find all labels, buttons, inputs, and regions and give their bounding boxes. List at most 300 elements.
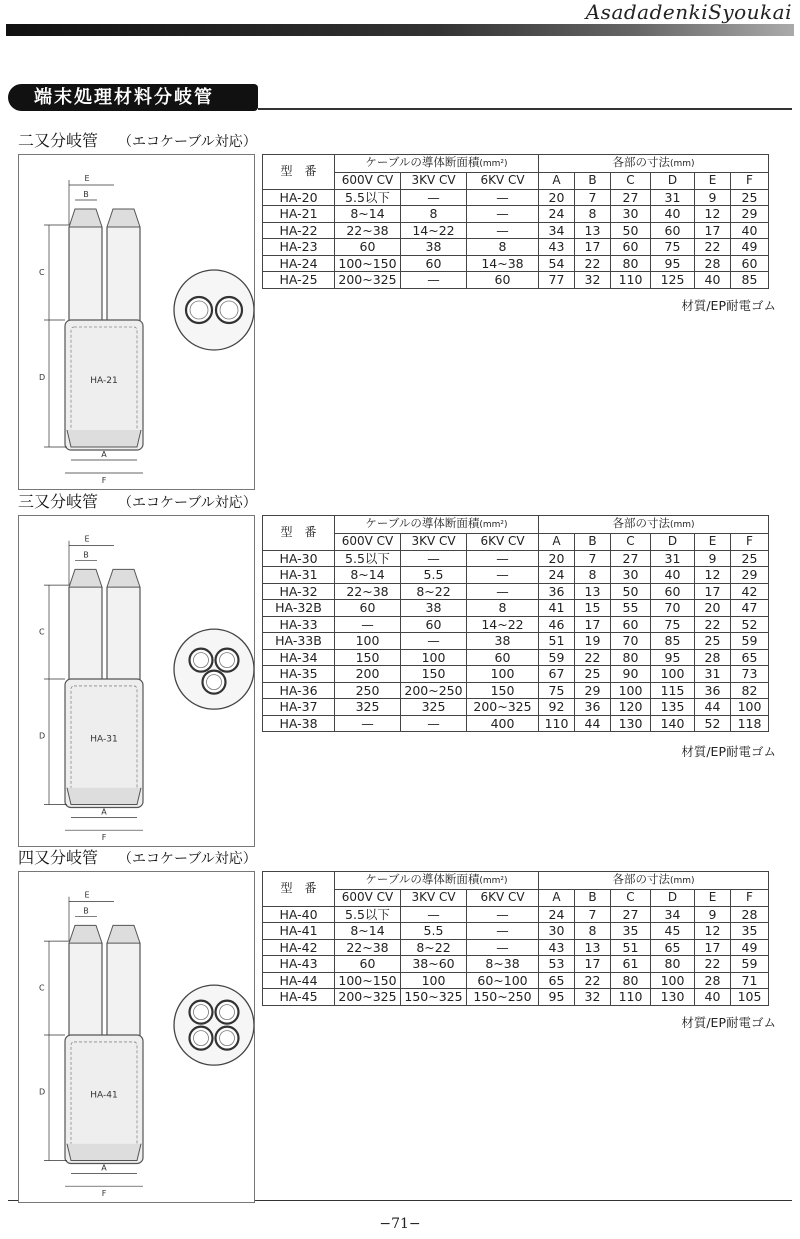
table-row — [263, 616, 769, 633]
value-cell: 80 — [611, 972, 651, 989]
finger-taper-right — [107, 925, 140, 943]
table-row — [263, 923, 769, 940]
value-cell: 17 — [695, 222, 731, 239]
value-cell: 41 — [539, 600, 575, 617]
header-f: F — [731, 890, 769, 907]
value-cell: 250 — [335, 682, 401, 699]
header-6kv-cv: 6KV CV — [467, 534, 539, 551]
value-cell: 22~38 — [335, 583, 401, 600]
header-3kv-cv: 3KV CV — [401, 173, 467, 190]
model-cell: HA-43 — [263, 956, 335, 973]
value-cell: 38~60 — [401, 956, 467, 973]
table-row — [263, 239, 769, 256]
dimension-d-label: D — [39, 373, 46, 382]
value-cell: 22 — [575, 972, 611, 989]
dimension-f-label: F — [101, 833, 107, 843]
value-cell: 27 — [611, 906, 651, 923]
header-d: D — [651, 534, 695, 551]
value-cell: — — [335, 715, 401, 732]
header-a: A — [539, 890, 575, 907]
dimension-f-label: F — [101, 1189, 107, 1199]
value-cell: — — [467, 550, 539, 567]
value-cell: 82 — [731, 682, 769, 699]
figure-box — [18, 871, 255, 1203]
model-cell: HA-44 — [263, 972, 335, 989]
section-title-text: 二又分岐管 — [18, 131, 99, 150]
table-row — [263, 956, 769, 973]
branch-finger-right — [107, 941, 140, 1038]
value-cell: 17 — [575, 616, 611, 633]
core-hole-inner — [220, 1005, 235, 1020]
section-note: （エコケーブル対応） — [118, 495, 257, 511]
value-cell: 60 — [467, 649, 539, 666]
value-cell: 22 — [575, 649, 611, 666]
figure-box — [18, 515, 255, 847]
value-cell: 5.5 — [401, 923, 467, 940]
value-cell: 150 — [401, 666, 467, 683]
value-cell: 29 — [731, 567, 769, 584]
model-cell: HA-36 — [263, 682, 335, 699]
value-cell: 60 — [401, 616, 467, 633]
value-cell: 31 — [651, 189, 695, 206]
value-cell: 52 — [731, 616, 769, 633]
value-cell: 40 — [695, 989, 731, 1006]
value-cell: 20 — [539, 189, 575, 206]
value-cell: 35 — [611, 923, 651, 940]
value-cell: — — [467, 939, 539, 956]
model-cell: HA-45 — [263, 989, 335, 1006]
value-cell: 51 — [611, 939, 651, 956]
value-cell: 32 — [575, 989, 611, 1006]
category-title: 端末処理材料分岐管 — [8, 84, 258, 111]
table-row — [263, 255, 769, 272]
header-e: E — [695, 173, 731, 190]
cross-section-outline — [174, 985, 254, 1065]
core-hole-inner — [190, 301, 208, 319]
value-cell: 60 — [335, 956, 401, 973]
value-cell: 71 — [731, 972, 769, 989]
page-number: −71− — [379, 1216, 421, 1232]
finger-taper-left — [69, 569, 102, 587]
cross-section-outline — [174, 629, 254, 709]
table-row — [263, 666, 769, 683]
value-cell: 59 — [731, 956, 769, 973]
value-cell: 80 — [651, 956, 695, 973]
table-subheader-row — [263, 173, 769, 190]
table-subheader-row — [263, 534, 769, 551]
value-cell: — — [467, 567, 539, 584]
value-cell: 80 — [611, 255, 651, 272]
value-cell: 50 — [611, 583, 651, 600]
core-hole-inner — [194, 1031, 209, 1046]
model-cell: HA-33 — [263, 616, 335, 633]
value-cell: 150 — [467, 682, 539, 699]
value-cell: 325 — [401, 699, 467, 716]
value-cell: 400 — [467, 715, 539, 732]
value-cell: 75 — [651, 239, 695, 256]
value-cell: 60 — [335, 239, 401, 256]
branch-tube-drawing — [19, 516, 254, 846]
value-cell: — — [467, 906, 539, 923]
value-cell: — — [401, 715, 467, 732]
value-cell: 27 — [611, 189, 651, 206]
header-conductor-area: ケーブルの導体断面積(mm²) — [335, 872, 539, 890]
header-dimensions: 各部の寸法(mm) — [539, 872, 769, 890]
value-cell: 110 — [539, 715, 575, 732]
value-cell: 24 — [539, 206, 575, 223]
header-e: E — [695, 890, 731, 907]
value-cell: 17 — [575, 956, 611, 973]
specification-table — [262, 154, 769, 289]
value-cell: 17 — [695, 939, 731, 956]
dimension-e-label: E — [84, 890, 90, 900]
tube-bottom-taper — [67, 1144, 141, 1161]
value-cell: 43 — [539, 939, 575, 956]
header-d: D — [651, 890, 695, 907]
value-cell: 12 — [695, 567, 731, 584]
core-hole-inner — [194, 1005, 209, 1020]
value-cell: 13 — [575, 583, 611, 600]
value-cell: 61 — [611, 956, 651, 973]
value-cell: 60 — [611, 616, 651, 633]
table-row — [263, 600, 769, 617]
value-cell: 200 — [335, 666, 401, 683]
value-cell: 22~38 — [335, 222, 401, 239]
value-cell: 30 — [611, 567, 651, 584]
value-cell: 75 — [539, 682, 575, 699]
table-row — [263, 633, 769, 650]
value-cell: 8~14 — [335, 567, 401, 584]
value-cell: 7 — [575, 189, 611, 206]
value-cell: 51 — [539, 633, 575, 650]
value-cell: 52 — [695, 715, 731, 732]
value-cell: 100 — [611, 682, 651, 699]
value-cell: 115 — [651, 682, 695, 699]
core-hole-inner — [220, 301, 238, 319]
value-cell: 34 — [651, 906, 695, 923]
value-cell: 8 — [575, 923, 611, 940]
header-c: C — [611, 173, 651, 190]
header-b: B — [575, 890, 611, 907]
value-cell: 22~38 — [335, 939, 401, 956]
table-subheader-row — [263, 890, 769, 907]
value-cell: 60 — [731, 255, 769, 272]
value-cell: 44 — [575, 715, 611, 732]
dimension-d-label: D — [39, 1087, 46, 1097]
table-row — [263, 906, 769, 923]
value-cell: 12 — [695, 206, 731, 223]
dimension-b-label: B — [83, 906, 89, 916]
value-cell: 9 — [695, 189, 731, 206]
value-cell: 95 — [651, 649, 695, 666]
value-cell: 34 — [539, 222, 575, 239]
value-cell: 77 — [539, 272, 575, 289]
dimension-b-label: B — [83, 550, 89, 560]
value-cell: 60 — [401, 255, 467, 272]
value-cell: 9 — [695, 906, 731, 923]
value-cell: 29 — [731, 206, 769, 223]
section-title — [18, 845, 257, 868]
value-cell: 25 — [731, 550, 769, 567]
value-cell: 53 — [539, 956, 575, 973]
value-cell: 22 — [695, 616, 731, 633]
header-c: C — [611, 890, 651, 907]
header-3kv-cv: 3KV CV — [401, 890, 467, 907]
value-cell: 8 — [467, 600, 539, 617]
table-row — [263, 550, 769, 567]
value-cell: 46 — [539, 616, 575, 633]
dimension-e-label: E — [84, 534, 90, 544]
value-cell: 17 — [695, 583, 731, 600]
value-cell: 47 — [731, 600, 769, 617]
header-f: F — [731, 173, 769, 190]
material-note: 材質/EP耐電ゴム — [681, 1015, 776, 1030]
branch-finger-left — [69, 225, 102, 323]
core-hole-inner — [220, 653, 235, 668]
value-cell: 13 — [575, 222, 611, 239]
value-cell: 29 — [575, 682, 611, 699]
value-cell: 85 — [651, 633, 695, 650]
model-cell: HA-21 — [263, 206, 335, 223]
value-cell: 5.5以下 — [335, 189, 401, 206]
value-cell: — — [467, 923, 539, 940]
header-conductor-area: ケーブルの導体断面積(mm²) — [335, 516, 539, 534]
value-cell: 325 — [335, 699, 401, 716]
header-600v-cv: 600V CV — [335, 890, 401, 907]
finger-taper-left — [69, 209, 102, 227]
dimension-a-label: A — [101, 1163, 107, 1173]
value-cell: — — [335, 616, 401, 633]
value-cell: 100 — [651, 972, 695, 989]
value-cell: 7 — [575, 550, 611, 567]
value-cell: 9 — [695, 550, 731, 567]
table-row — [263, 939, 769, 956]
value-cell: — — [467, 583, 539, 600]
value-cell: 28 — [695, 255, 731, 272]
section-title — [18, 489, 257, 512]
header-6kv-cv: 6KV CV — [467, 173, 539, 190]
header-model: 型 番 — [263, 155, 335, 190]
value-cell: 24 — [539, 567, 575, 584]
header-b: B — [575, 173, 611, 190]
value-cell: 28 — [731, 906, 769, 923]
value-cell: 5.5 — [401, 567, 467, 584]
value-cell: 100 — [467, 666, 539, 683]
value-cell: 24 — [539, 906, 575, 923]
table-row — [263, 682, 769, 699]
value-cell: 130 — [651, 989, 695, 1006]
value-cell: 49 — [731, 239, 769, 256]
header-d: D — [651, 173, 695, 190]
model-cell: HA-22 — [263, 222, 335, 239]
table-header-row — [263, 155, 769, 173]
table-row — [263, 699, 769, 716]
table-row — [263, 972, 769, 989]
section-title-text: 四又分岐管 — [18, 848, 99, 867]
value-cell: 8~38 — [467, 956, 539, 973]
value-cell: 5.5以下 — [335, 906, 401, 923]
value-cell: 125 — [651, 272, 695, 289]
header-c: C — [611, 534, 651, 551]
value-cell: 100 — [335, 633, 401, 650]
value-cell: 36 — [575, 699, 611, 716]
model-cell: HA-40 — [263, 906, 335, 923]
value-cell: — — [467, 222, 539, 239]
value-cell: — — [401, 906, 467, 923]
value-cell: 95 — [539, 989, 575, 1006]
model-cell: HA-24 — [263, 255, 335, 272]
value-cell: 100 — [651, 666, 695, 683]
value-cell: — — [467, 206, 539, 223]
value-cell: 49 — [731, 939, 769, 956]
value-cell: 95 — [651, 255, 695, 272]
model-cell: HA-31 — [263, 567, 335, 584]
value-cell: 40 — [695, 272, 731, 289]
table-row — [263, 189, 769, 206]
model-cell: HA-38 — [263, 715, 335, 732]
value-cell: 40 — [651, 206, 695, 223]
value-cell: 60~100 — [467, 972, 539, 989]
section-note: （エコケーブル対応） — [118, 134, 257, 150]
model-cell: HA-35 — [263, 666, 335, 683]
value-cell: — — [401, 189, 467, 206]
value-cell: 8~14 — [335, 923, 401, 940]
value-cell: 8 — [575, 206, 611, 223]
value-cell: 32 — [575, 272, 611, 289]
value-cell: 43 — [539, 239, 575, 256]
value-cell: 75 — [651, 616, 695, 633]
value-cell: 8 — [401, 206, 467, 223]
header-dimensions: 各部の寸法(mm) — [539, 155, 769, 173]
material-note: 材質/EP耐電ゴム — [681, 744, 776, 759]
table-row — [263, 583, 769, 600]
value-cell: 27 — [611, 550, 651, 567]
branch-finger-left — [69, 585, 102, 682]
value-cell: 13 — [575, 939, 611, 956]
value-cell: 50 — [611, 222, 651, 239]
value-cell: 14~38 — [467, 255, 539, 272]
model-cell: HA-32 — [263, 583, 335, 600]
header-600v-cv: 600V CV — [335, 173, 401, 190]
value-cell: 45 — [651, 923, 695, 940]
core-hole-inner — [207, 675, 222, 690]
section-note: （エコケーブル対応） — [118, 851, 257, 867]
value-cell: 100~150 — [335, 255, 401, 272]
table-header-row — [263, 516, 769, 534]
value-cell: 15 — [575, 600, 611, 617]
table-header-row — [263, 872, 769, 890]
material-note: 材質/EP耐電ゴム — [681, 298, 776, 313]
model-cell: HA-25 — [263, 272, 335, 289]
table-row — [263, 567, 769, 584]
value-cell: 105 — [731, 989, 769, 1006]
header-e: E — [695, 534, 731, 551]
value-cell: 70 — [651, 600, 695, 617]
value-cell: 92 — [539, 699, 575, 716]
value-cell: 60 — [611, 239, 651, 256]
core-hole-inner — [220, 1031, 235, 1046]
value-cell: 100 — [401, 649, 467, 666]
value-cell: 65 — [731, 649, 769, 666]
value-cell: 200~325 — [335, 272, 401, 289]
dimension-e-label: E — [84, 174, 90, 183]
value-cell: 35 — [731, 923, 769, 940]
dimension-c-label: C — [39, 627, 45, 637]
model-cell: HA-42 — [263, 939, 335, 956]
header-600v-cv: 600V CV — [335, 534, 401, 551]
value-cell: 60 — [651, 583, 695, 600]
finger-taper-right — [107, 569, 140, 587]
value-cell: 8~14 — [335, 206, 401, 223]
tube-bottom-taper — [67, 430, 141, 447]
value-cell: 40 — [651, 567, 695, 584]
value-cell: 55 — [611, 600, 651, 617]
value-cell: 31 — [651, 550, 695, 567]
value-cell: 118 — [731, 715, 769, 732]
value-cell: 8 — [467, 239, 539, 256]
value-cell: 150~250 — [467, 989, 539, 1006]
value-cell: 65 — [651, 939, 695, 956]
finger-taper-right — [107, 209, 140, 227]
value-cell: 20 — [695, 600, 731, 617]
value-cell: 44 — [695, 699, 731, 716]
value-cell: 31 — [695, 666, 731, 683]
value-cell: 150 — [335, 649, 401, 666]
value-cell: — — [401, 550, 467, 567]
value-cell: 25 — [575, 666, 611, 683]
value-cell: 100 — [401, 972, 467, 989]
value-cell: — — [467, 189, 539, 206]
brand-name: AsadadenkiSyoukai — [585, 0, 792, 24]
value-cell: 38 — [467, 633, 539, 650]
value-cell: 200~250 — [401, 682, 467, 699]
model-cell: HA-33B — [263, 633, 335, 650]
value-cell: 38 — [401, 239, 467, 256]
value-cell: 100 — [731, 699, 769, 716]
value-cell: 14~22 — [467, 616, 539, 633]
header-6kv-cv: 6KV CV — [467, 890, 539, 907]
value-cell: 25 — [695, 633, 731, 650]
table-row — [263, 715, 769, 732]
value-cell: 60 — [651, 222, 695, 239]
model-cell: HA-20 — [263, 189, 335, 206]
value-cell: 67 — [539, 666, 575, 683]
value-cell: 30 — [539, 923, 575, 940]
value-cell: 73 — [731, 666, 769, 683]
finger-taper-left — [69, 925, 102, 943]
header-conductor-area: ケーブルの導体断面積(mm²) — [335, 155, 539, 173]
value-cell: 14~22 — [401, 222, 467, 239]
value-cell: 5.5以下 — [335, 550, 401, 567]
table-row — [263, 272, 769, 289]
header-a: A — [539, 534, 575, 551]
header-bar — [6, 24, 794, 36]
value-cell: 130 — [611, 715, 651, 732]
value-cell: 54 — [539, 255, 575, 272]
dimension-c-label: C — [39, 983, 45, 993]
header-dimensions: 各部の寸法(mm) — [539, 516, 769, 534]
value-cell: 65 — [539, 972, 575, 989]
model-cell: HA-41 — [263, 923, 335, 940]
value-cell: 60 — [467, 272, 539, 289]
value-cell: 42 — [731, 583, 769, 600]
model-cell: HA-34 — [263, 649, 335, 666]
value-cell: 30 — [611, 206, 651, 223]
figure-model-label: HA-21 — [90, 376, 118, 386]
value-cell: 110 — [611, 272, 651, 289]
branch-tube-drawing — [19, 872, 254, 1202]
value-cell: 22 — [695, 239, 731, 256]
